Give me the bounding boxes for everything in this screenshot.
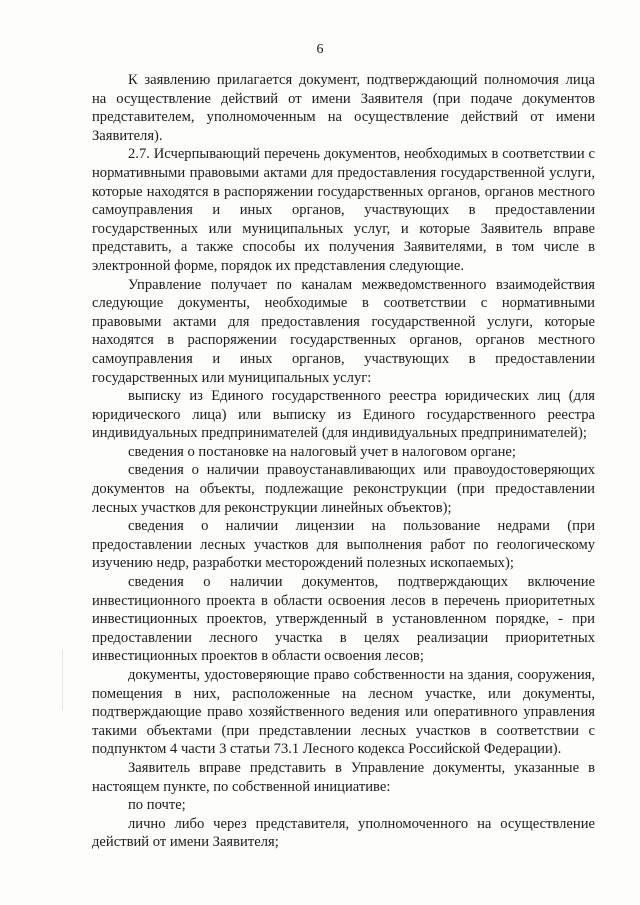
paragraph-2-7: 2.7. Исчерпывающий перечень документов, необходимых в соответствии с нормативными правовыми актами для предоставления государственной услуги, которые находятся в распоряжении государственных органов, органов местного самоуправления и иных органов, участвующих в предоставлении государственных или муниципальных услуг, и которые Заявитель вправе представить, а также способы их получения Заявителями, в том числе в электронной форме, порядок их представления следующие. [92, 146, 595, 274]
list-item-title-documents: сведения о наличии правоустанавливающих или правоудостоверяющих документов на объекты, подлежащие реконструкции (при предоставлении лесных участков для реконструкции линейных объектов); [92, 462, 595, 516]
list-item-tax-registration: сведения о постановке на налоговый учет в налоговом органе; [128, 443, 516, 460]
paragraph-interagency-intro: Управление получает по каналам межведомственного взаимодействия следующие документы, необходимые в соответствии с нормативными правовыми актами для предоставления государственной услуги, которые находятся в распоряжении государственных органов, органов местного самоуправления и иных органов, участвующих в предоставлении государственных или муниципальных услуг: [92, 276, 595, 386]
list-item-by-mail: по почте; [128, 797, 186, 814]
list-item-ownership-documents: документы, удостоверяющие право собственности на здания, сооружения, помещения в них, расположенные на лесном участке, или документы, подтверждающие право хозяйственного ведения или оперативного управления такими объектами (при представлении лесных участков в соответствии с подпунктом 4 части 3 статьи 73.1 Лесного кодекса Российской Федерации). [92, 667, 595, 758]
page-number: 6 [316, 42, 324, 57]
list-item-registry-extract: выписку из Единого государственного реестра юридических лиц (для юридического лица) или выписку из Единого государственного реестра индивидуальных предпринимателей (для индивидуальных предпринимателей); [92, 388, 595, 442]
paragraph-attachment-note: К заявлению прилагается документ, подтверждающий полномочия лица на осуществление действий от имени Заявителя (при подаче документов представителем, уполномоченным на осуществление действий от имени Заявителя). [92, 72, 595, 144]
document-body [92, 71, 595, 852]
list-item-investment-project: сведения о наличии документов, подтверждающих включение инвестиционного проекта в области освоения лесов в перечень приоритетных инвестиционных проектов, утвержденный в установленном порядке, - при предоставлении лесного участка в целях реализации приоритетных инвестиционных проектов в области освоения лесов; [92, 574, 595, 665]
paragraph-own-initiative: Заявитель вправе представить в Управление документы, указанные в настоящем пункте, по собственной инициативе: [92, 759, 595, 795]
list-item-in-person: лично либо через представителя, уполномоченного на осуществление действий от имени Заявителя; [92, 815, 595, 851]
list-item-subsoil-license: сведения о наличии лицензии на пользование недрами (при предоставлении лесных участков для выполнения работ по геологическому изучению недр, разработки месторождений полезных ископаемых); [92, 518, 595, 572]
scan-margin-mark [62, 650, 63, 710]
